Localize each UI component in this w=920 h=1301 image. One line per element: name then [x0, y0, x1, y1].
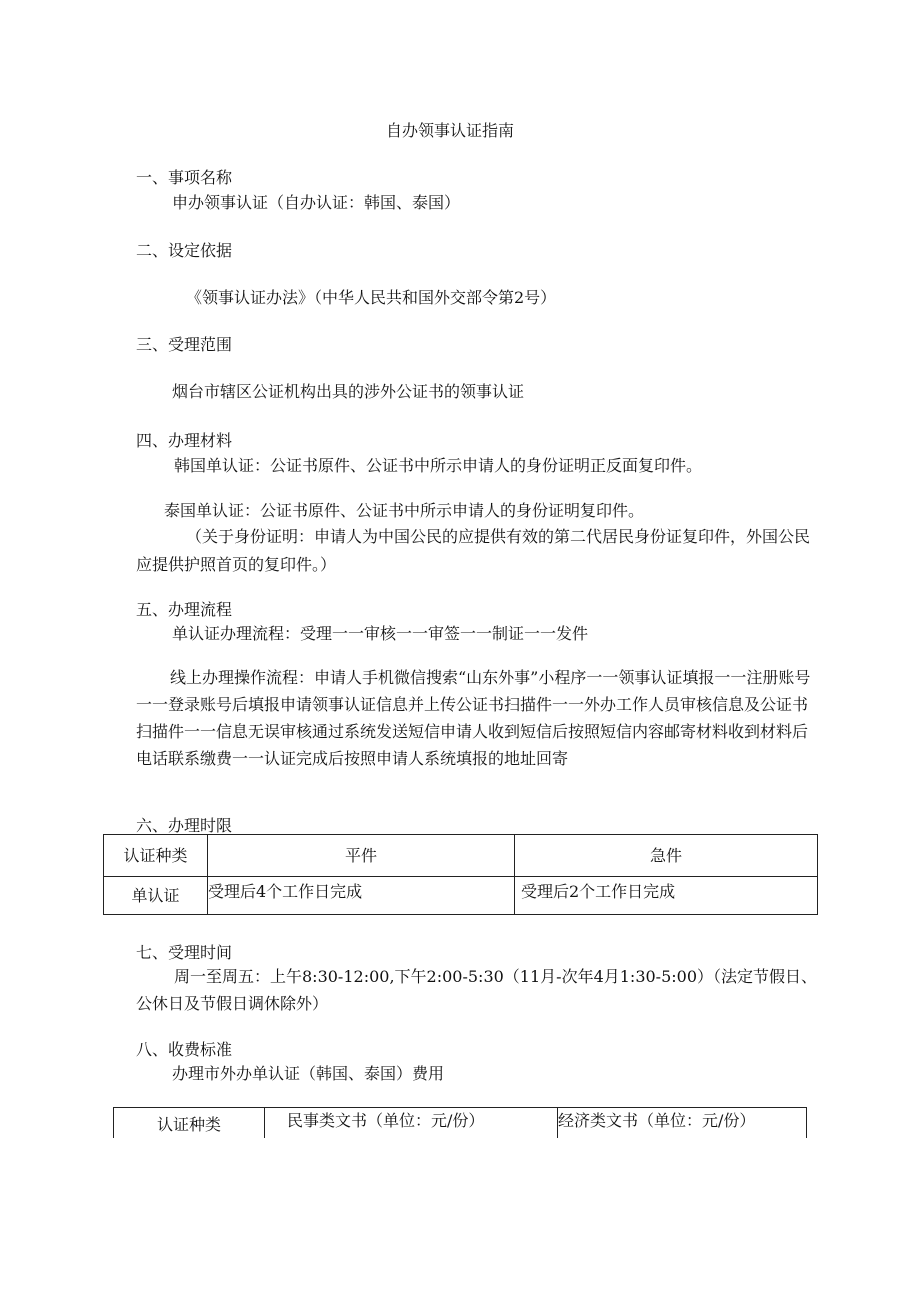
time-table-header-type: 认证种类 — [104, 835, 208, 877]
time-table-row-normal: 受理后4个工作日完成 — [208, 877, 515, 915]
time-limit-table — [103, 834, 818, 915]
section-4-thailand: 泰国单认证：公证书原件、公证书中所示申请人的身份证明复印件。 — [164, 501, 645, 520]
page-title: 自办领事认证指南 — [386, 121, 515, 140]
section-4-korea: 韩国单认证：公证书原件、公证书中所示申请人的身份证明正反面复印件。 — [174, 456, 703, 475]
section-8-heading: 八、收费标准 — [136, 1040, 233, 1059]
section-3-body: 烟台市辖区公证机构出具的涉外公证书的领事认证 — [172, 382, 525, 401]
time-table-header-urgent: 急件 — [515, 835, 818, 877]
section-6-heading: 六、办理时限 — [136, 816, 233, 835]
section-5-flow: 单认证办理流程：受理一一审核一一审签一一制证一一发件 — [172, 624, 589, 643]
time-table-row-type: 单认证 — [104, 877, 208, 915]
section-7-body: 周一至周五：上午8:30-12:00,下午2:00-5:30（11月-次年4月1:30-5:00）（法定节假日、公休日及节假日调休除外） — [136, 967, 818, 1013]
section-7-heading: 七、受理时间 — [136, 943, 233, 962]
time-table-row-urgent: 受理后2个工作日完成 — [515, 877, 818, 915]
section-2-heading: 二、设定依据 — [136, 241, 233, 260]
section-3-heading: 三、受理范围 — [136, 335, 233, 354]
time-table-header-normal: 平件 — [208, 835, 515, 877]
fee-table-header-civil: 民事类文书（单位：元/份） — [265, 1108, 558, 1138]
section-5-online: 线上办理操作流程：申请人手机微信搜索“山东外事”小程序一一领事认证填报一一注册账号一一登录账号后填报申请领事认证信息并上传公证书扫描件一一外办工作人员审核信息及公证书扫描件一一信息无误审核通过系统发送短信申请人收到短信后按照短信内容邮寄材料收到材料后电话联系缴费一一认证完成后按照申请人系统填报的地址回寄 — [136, 668, 811, 768]
fee-table — [113, 1107, 807, 1138]
section-1-heading: 一、事项名称 — [136, 168, 233, 187]
section-4-heading: 四、办理材料 — [136, 431, 233, 450]
section-1-body: 申办领事认证（自办认证：韩国、泰国） — [172, 193, 461, 212]
section-2-body: 《领事认证办法》（中华人民共和国外交部令第2号） — [186, 288, 557, 307]
section-8-body: 办理市外办单认证（韩国、泰国）费用 — [172, 1064, 445, 1083]
section-4-note: （关于身份证明：申请人为中国公民的应提供有效的第二代居民身份证复印件，外国公民应提供护照首页的复印件。） — [136, 527, 811, 574]
fee-table-header-type: 认证种类 — [114, 1108, 265, 1138]
section-5-heading: 五、办理流程 — [136, 600, 233, 619]
fee-table-header-economic: 经济类文书（单位：元/份） — [558, 1108, 807, 1138]
